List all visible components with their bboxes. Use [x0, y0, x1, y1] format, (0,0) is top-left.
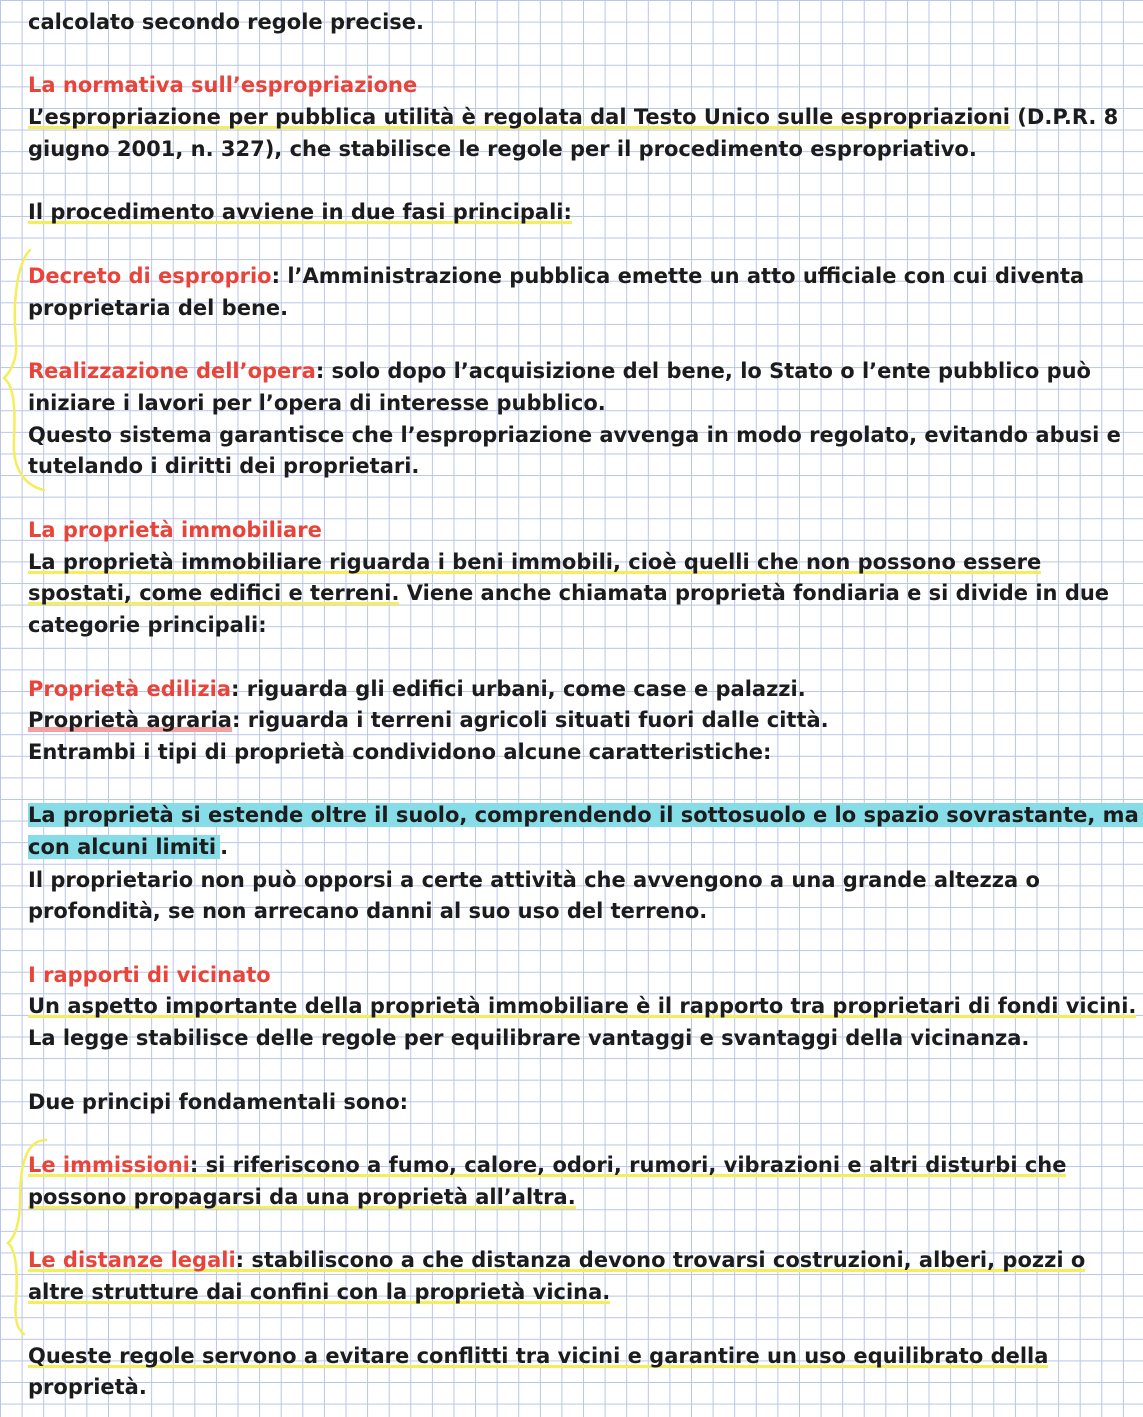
yellow-highlight: Le immissioni: si riferiscono a fumo, calore, odori, rumori, vibrazioni e altri disturbi che	[28, 1153, 1067, 1177]
yellow-highlight: Queste regole servono a evitare conflitti tra vicini e garantire un uso equilibrato della	[28, 1344, 1049, 1368]
cyan-highlight: con alcuni limiti	[28, 835, 220, 859]
yellow-highlight: L’espropriazione per pubblica utilità è regolata dal Testo Unico sulle espropriazioni	[28, 105, 1010, 129]
term-decreto-esproprio: Decreto di esproprio	[28, 264, 272, 288]
text-line: categorie principali:	[28, 613, 267, 637]
heading-normativa-espropriazione: La normativa sull’espropriazione	[28, 73, 418, 97]
text-line: L’espropriazione per pubblica utilità è regolata dal Testo Unico sulle espropriazioni (D.P.R. 8	[28, 105, 1119, 129]
brace-top	[4, 250, 44, 490]
text-line: calcolato secondo regole precise.	[28, 10, 424, 34]
text-line: con alcuni limiti .	[28, 835, 229, 859]
term-proprieta-edilizia: Proprietà edilizia	[28, 677, 231, 701]
brace-bottom	[8, 1140, 46, 1334]
term-realizzazione-opera: Realizzazione dell’opera	[28, 359, 316, 383]
text-line: spostati, come edifici e terreni. Viene anche chiamata proprietà fondiaria e si divide in due	[28, 581, 1110, 605]
text-line: Realizzazione dell’opera: solo dopo l’acquisizione del bene, lo Stato o l’ente pubblico può	[28, 359, 1091, 383]
text-line: Decreto di esproprio: l’Amministrazione pubblica emette un atto ufficiale con cui diventa	[28, 264, 1085, 288]
text-line: Questo sistema garantisce che l’espropriazione avvenga in modo regolato, evitando abusi e	[28, 423, 1121, 447]
yellow-highlight: Un aspetto importante della proprietà immobiliare è il rapporto tra proprietari di fondi vicini.	[28, 994, 1137, 1018]
text-line: proprietà.	[28, 1375, 147, 1399]
term-distanze-legali: Le distanze legali	[28, 1248, 236, 1272]
yellow-highlight: La proprietà immobiliare riguarda i beni immobili, cioè quelli che non possono essere	[28, 550, 1042, 574]
text-line: La legge stabilisce delle regole per equilibrare vantaggi e svantaggi della vicinanza.	[28, 1026, 1030, 1050]
text-line: proprietaria del bene.	[28, 296, 289, 320]
heading-proprieta-immobiliare: La proprietà immobiliare	[28, 518, 322, 542]
text-line: profondità, se non arrecano danni al suo uso del terreno.	[28, 899, 708, 923]
yellow-highlight: Le distanze legali: stabiliscono a che distanza devono trovarsi costruzioni, alberi, pozzi o	[28, 1248, 1086, 1272]
yellow-highlight: altre strutture dai confini con la proprietà vicina.	[28, 1280, 611, 1304]
text-line: iniziare i lavori per l’opera di interesse pubblico.	[28, 391, 606, 415]
text-line: Entrambi i tipi di proprietà condividono alcune caratteristiche:	[28, 740, 772, 764]
text-line: Il proprietario non può opporsi a certe attività che avvengono a una grande altezza o	[28, 868, 1040, 892]
heading-rapporti-vicinato: I rapporti di vicinato	[28, 963, 271, 987]
yellow-highlight: spostati, come edifici e terreni.	[28, 581, 400, 605]
cyan-highlight: La proprietà si estende oltre il suolo, comprendendo il sottosuolo e lo spazio sovrastante, ma	[28, 803, 1143, 827]
term-immissioni: Le immissioni	[28, 1153, 190, 1177]
yellow-highlight: Il procedimento avviene in due fasi principali:	[28, 200, 572, 224]
yellow-highlight: possono propagarsi da una proprietà all’altra.	[28, 1185, 576, 1209]
text-line: Proprietà edilizia: riguarda gli edifici urbani, come case e palazzi.	[28, 677, 806, 701]
text-line: Due principi fondamentali sono:	[28, 1090, 409, 1114]
text-line: giugno 2001, n. 327), che stabilisce le regole per il procedimento espropriativo.	[28, 137, 977, 161]
text-line: tutelando i diritti dei proprietari.	[28, 454, 420, 478]
pink-highlight: Proprietà agraria	[28, 708, 232, 732]
text-line: Proprietà agraria: riguarda i terreni agricoli situati fuori dalle città.	[28, 708, 829, 732]
